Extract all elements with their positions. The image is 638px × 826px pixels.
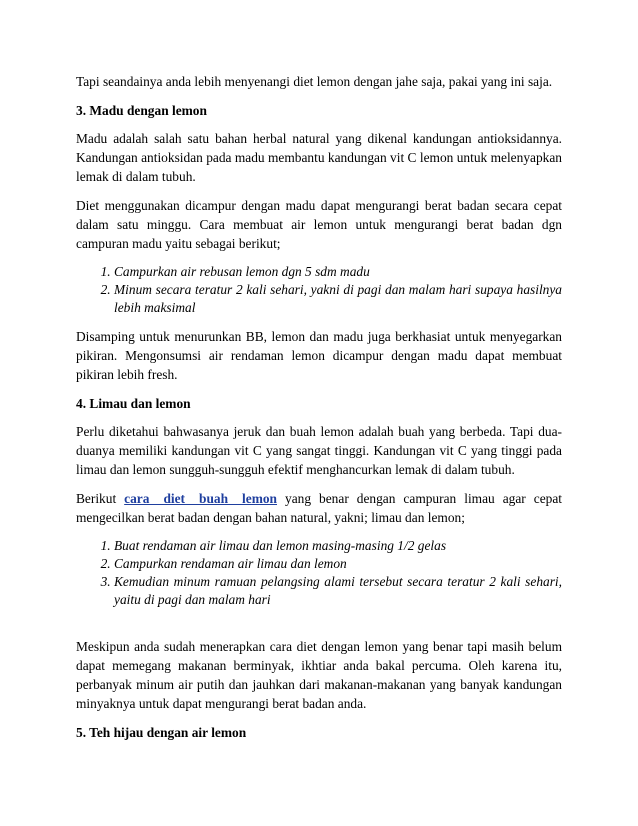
limau-paragraph-2-after: yang benar dengan campuran limau agar cepat mengecilkan berat badan dengan bahan natural, yakni; limau dan lemon; [76,491,562,525]
document-page [76,72,562,742]
limau-steps-list [76,537,562,609]
limau-paragraph-2-before: Berikut [76,491,117,506]
limau-paragraph-3: Meskipun anda sudah menerapkan cara diet dengan lemon yang benar tapi masih belum dapat memegang makanan berminyak, ikhtiar anda bakal percuma. Oleh karena itu, perbanyak minum air putih dan jauhkan dari makanan-makanan yang banyak kandungan minyaknya untuk dapat mengurangi berat badan anda. [76,639,562,711]
madu-paragraph-1: Madu adalah salah satu bahan herbal natural yang dikenal kandungan antioksidannya. Kandungan antioksidan pada madu membantu kandungan vit C lemon untuk melenyapkan lemak di dalam tubuh. [76,131,562,184]
list-item: 2. Minum secara teratur 2 kali sehari, yakni di pagi dan malam hari supaya hasilnya lebih maksimal [114,281,562,317]
limau-paragraph-2 [76,489,562,527]
intro-paragraph: Tapi seandainya anda lebih menyenangi diet lemon dengan jahe saja, pakai yang ini saja. [76,74,553,89]
list-item: 1. Buat rendaman air limau dan lemon masing-masing 1/2 gelas [114,537,562,555]
limau-paragraph-1: Perlu diketahui bahwasanya jeruk dan buah lemon adalah buah yang berbeda. Tapi dua-duanya memiliki kandungan vit C yang sangat tinggi. Kandungan vit C yang tinggi pada limau dan lemon sungguh-sungguh efektif menghancurkan lemak di dalam tubuh. [76,424,562,477]
section-heading-madu: 3. Madu dengan lemon [76,103,207,118]
list-item: 3. Kemudian minum ramuan pelangsing alami tersebut secara teratur 2 kali sehari, yaitu di pagi dan malam hari [114,573,562,609]
list-item: 1. Campurkan air rebusan lemon dgn 5 sdm madu [114,263,562,281]
diet-lemon-link[interactable]: cara diet buah lemon [124,491,278,506]
madu-paragraph-3: Disamping untuk menurunkan BB, lemon dan madu juga berkhasiat untuk menyegarkan pikiran. Mengonsumsi air rendaman lemon dicampur dengan madu dapat membuat pikiran lebih fresh. [76,329,562,382]
section-heading-teh-hijau: 5. Teh hijau dengan air lemon [76,725,247,740]
madu-steps-list [76,263,562,317]
madu-paragraph-2: Diet menggunakan dicampur dengan madu dapat mengurangi berat badan secara cepat dalam satu minggu. Cara membuat air lemon untuk mengurangi berat badan dgn campuran madu yaitu sebagai berikut; [76,198,562,251]
section-heading-limau: 4. Limau dan lemon [76,396,191,411]
list-item: 2. Campurkan rendaman air limau dan lemon [114,555,562,573]
